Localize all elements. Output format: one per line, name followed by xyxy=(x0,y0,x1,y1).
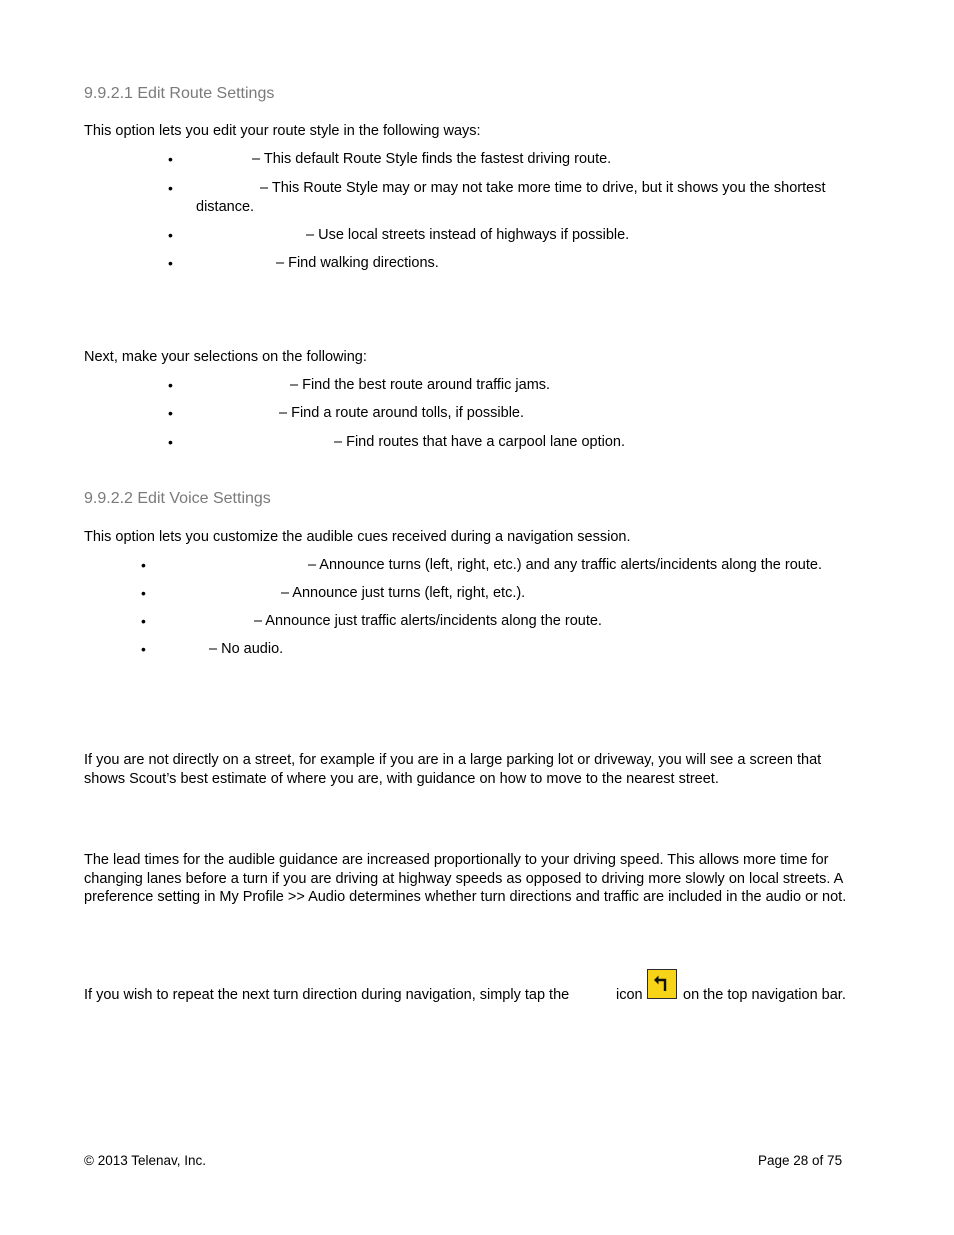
list-item: – Find a route around tolls, if possible. xyxy=(279,405,525,421)
list-item: – No audio. xyxy=(209,641,284,657)
bullet-dot: • xyxy=(168,180,173,196)
icon-word: icon xyxy=(616,987,643,1003)
footer-page-number: Page 28 of 75 xyxy=(758,1153,843,1168)
bullet-dot: • xyxy=(141,585,146,601)
bullet-dot: • xyxy=(168,227,173,243)
bullet-dot: • xyxy=(141,557,146,573)
lead-times-paragraph: The lead times for the audible guidance are increased proportionally to your driving speed. This allows more time for changing lanes before a turn if you are driving at highway speeds as opposed to driving more slowly on local streets. A preference setting in My Profile >> Audio determines whether turn directions and traffic are included in the audio or not. xyxy=(84,852,847,905)
list-item: – Announce just turns (left, right, etc.). xyxy=(281,585,526,601)
list-item: – Use local streets instead of highways if possible. xyxy=(306,227,630,243)
next-selections-intro: Next, make your selections on the following: xyxy=(84,349,367,365)
list-item: – Find walking directions. xyxy=(276,255,439,271)
voice-settings-intro: This option lets you customize the audible cues received during a navigation session. xyxy=(84,529,631,545)
voice-settings-heading: 9.9.2.2 Edit Voice Settings xyxy=(84,490,271,507)
repeat-turn-text: If you wish to repeat the next turn direction during navigation, simply tap the xyxy=(84,987,570,1003)
bullet-dot: • xyxy=(141,641,146,657)
list-item: – This Route Style may or may not take more time to drive, but it shows you the shortest distance. xyxy=(196,180,826,215)
list-item: – Announce just traffic alerts/incidents along the route. xyxy=(254,613,602,629)
list-item: – Announce turns (left, right, etc.) and any traffic alerts/incidents along the route. xyxy=(308,557,822,573)
bullet-dot: • xyxy=(168,405,173,421)
footer-copyright: © 2013 Telenav, Inc. xyxy=(84,1153,207,1168)
off-road-paragraph: If you are not directly on a street, for example if you are in a large parking lot or driveway, you will see a screen that shows Scout’s best estimate of where you are, with guidance on how to move to the nearest street. xyxy=(84,752,822,787)
bullet-dot: • xyxy=(141,613,146,629)
bullet-dot: • xyxy=(168,377,173,393)
route-settings-heading: 9.9.2.1 Edit Route Settings xyxy=(84,85,275,102)
repeat-turn-suffix: on the top navigation bar. xyxy=(683,987,846,1003)
route-settings-intro: This option lets you edit your route style in the following ways: xyxy=(84,123,481,139)
bullet-dot: • xyxy=(168,434,173,450)
bullet-dot: • xyxy=(168,151,173,167)
bullet-dot: • xyxy=(168,255,173,271)
turn-left-arrow-svg xyxy=(648,970,675,997)
list-item: – Find the best route around traffic jams. xyxy=(290,377,551,393)
list-item: – Find routes that have a carpool lane option. xyxy=(334,434,625,450)
turn-left-arrow-icon xyxy=(647,969,677,999)
list-item: – This default Route Style finds the fastest driving route. xyxy=(252,151,612,167)
